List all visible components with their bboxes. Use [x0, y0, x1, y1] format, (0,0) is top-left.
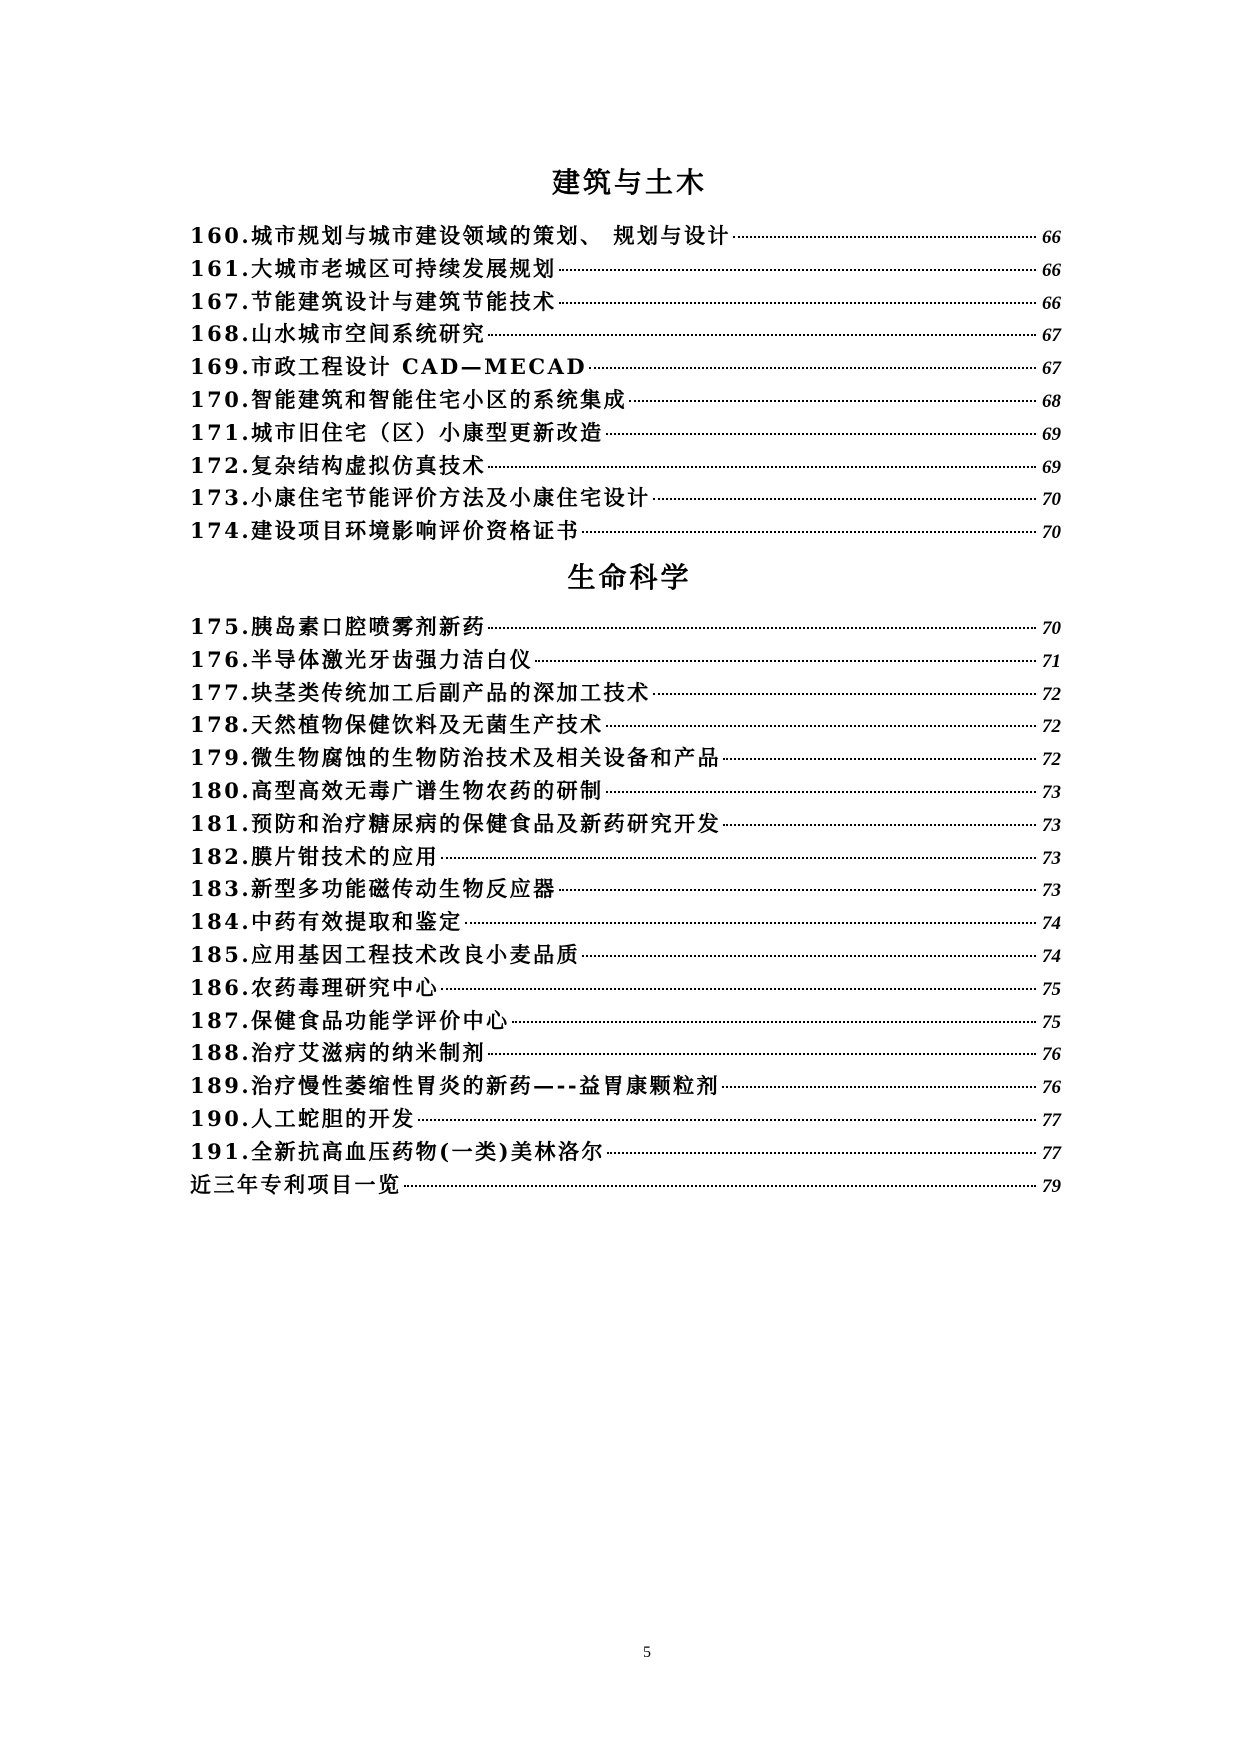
toc-entry-title: 187.保健食品功能学评价中心: [190, 1007, 510, 1033]
dot-leader: [606, 433, 1036, 435]
dot-leader: [488, 466, 1036, 468]
toc-entry-page: 70: [1042, 618, 1061, 639]
toc-entry-title: 168.山水城市空间系统研究: [190, 321, 487, 347]
toc-entry-title: 186.农药毒理研究中心: [190, 974, 440, 1000]
dot-leader: [629, 400, 1036, 402]
section-title: 建筑与土木: [551, 166, 707, 199]
toc-entries: [190, 611, 1061, 1201]
toc-entry-page: 68: [1042, 390, 1061, 412]
dot-leader: [606, 791, 1036, 793]
toc-entry-page: 72: [1042, 749, 1061, 771]
toc-entry-page: 79: [1042, 1175, 1061, 1197]
toc-entry-page: 67: [1042, 325, 1061, 347]
dot-leader: [488, 627, 1036, 629]
toc-entry-page: 75: [1042, 978, 1061, 1000]
toc-entry-page: 70: [1042, 522, 1061, 544]
toc-entry-page: 77: [1042, 1142, 1061, 1164]
toc-entry-page: 73: [1042, 781, 1061, 803]
dot-leader: [488, 334, 1036, 336]
toc-entry-title: 178.天然植物保健饮料及无菌生产技术: [190, 712, 604, 738]
dot-leader: [559, 302, 1036, 304]
toc-entry: [190, 253, 1061, 286]
toc-entry-title: 169.市政工程设计 CAD—MECAD: [190, 354, 588, 380]
dot-leader: [512, 1021, 1036, 1023]
toc-entry: [190, 1070, 1061, 1103]
toc-entry: [190, 644, 1061, 677]
toc-entry-title: 191.全新抗高血压药物(一类)美林洛尔: [190, 1138, 606, 1164]
toc-entry-title: 190.人工蛇胆的开发: [190, 1105, 416, 1131]
toc-entry-page: 71: [1042, 650, 1061, 672]
toc-entry-page: 75: [1042, 1011, 1061, 1033]
toc-section-architecture: [190, 163, 1061, 548]
toc-entry: [190, 841, 1061, 874]
toc-entry: [190, 906, 1061, 939]
toc-entry-page: 69: [1042, 423, 1061, 445]
toc-entry: [190, 808, 1061, 841]
toc-entry: [190, 1169, 1061, 1202]
toc-entry: [190, 709, 1061, 742]
toc-entry-title: 182.膜片钳技术的应用: [190, 843, 440, 869]
toc-entry-page: 73: [1042, 814, 1061, 836]
toc-entry: [190, 450, 1061, 483]
toc-entry: [190, 775, 1061, 808]
toc-entry: [190, 318, 1061, 351]
page-number: 5: [643, 1644, 651, 1661]
toc-entry-page: 74: [1042, 913, 1061, 935]
dot-leader: [404, 1185, 1037, 1187]
toc-entry-page: 67: [1042, 358, 1061, 380]
toc-entry: [190, 515, 1061, 548]
toc-entry-page: 72: [1042, 716, 1061, 738]
toc-entry: [190, 384, 1061, 417]
dot-leader: [535, 660, 1036, 662]
toc-entry-title: 167.节能建筑设计与建筑节能技术: [190, 288, 557, 314]
toc-entry: [190, 482, 1061, 515]
dot-leader: [488, 1053, 1036, 1055]
toc-entries: [190, 220, 1061, 548]
toc-entry: [190, 939, 1061, 972]
dot-leader: [733, 236, 1036, 238]
section-title: 生命科学: [567, 561, 692, 594]
toc-entry-title: 185.应用基因工程技术改良小麦品质: [190, 941, 581, 967]
toc-section-life-science: [190, 558, 1061, 1201]
dot-leader: [559, 889, 1036, 891]
toc-entry-title: 177.块茎类传统加工后副产品的深加工技术: [190, 679, 651, 705]
toc-entry: [190, 873, 1061, 906]
toc-entry-title: 188.治疗艾滋病的纳米制剂: [190, 1040, 487, 1066]
dot-leader: [418, 1119, 1036, 1121]
toc-entry-page: 66: [1042, 259, 1061, 281]
toc-entry: [190, 1136, 1061, 1169]
toc-entry-page: 66: [1042, 292, 1061, 314]
toc-entry: [190, 742, 1061, 775]
toc-entry-title: 184.中药有效提取和鉴定: [190, 909, 463, 935]
dot-leader: [722, 1086, 1036, 1088]
dot-leader: [723, 758, 1036, 760]
toc-entry-page: 66: [1042, 227, 1061, 248]
toc-entry-title: 173.小康住宅节能评价方法及小康住宅设计: [190, 485, 651, 511]
dot-leader: [606, 725, 1036, 727]
dot-leader: [441, 857, 1036, 859]
toc-entry-page: 70: [1042, 489, 1061, 511]
dot-leader: [607, 1152, 1036, 1154]
toc-entry-title: 175.胰岛素口腔喷雾剂新药: [190, 614, 487, 639]
toc-entry-page: 72: [1042, 683, 1061, 705]
dot-leader: [589, 367, 1036, 369]
toc-entry-title: 189.治疗慢性萎缩性胃炎的新药—--益胃康颗粒剂: [190, 1073, 721, 1099]
toc-entry-title: 近三年专利项目一览: [190, 1171, 402, 1197]
dot-leader: [441, 988, 1036, 990]
toc-entry: [190, 351, 1061, 384]
toc-entry-title: 171.城市旧住宅（区）小康型更新改造: [190, 419, 604, 445]
dot-leader: [559, 269, 1036, 271]
toc-entry-title: 172.复杂结构虚拟仿真技术: [190, 452, 487, 478]
toc-entry-page: 69: [1042, 456, 1061, 478]
toc-entry: [190, 220, 1061, 253]
toc-entry-title: 161.大城市老城区可持续发展规划: [190, 255, 557, 281]
dot-leader: [723, 824, 1036, 826]
toc-entry: [190, 677, 1061, 710]
toc-entry-title: 183.新型多功能磁传动生物反应器: [190, 876, 557, 902]
dot-leader: [653, 498, 1036, 500]
toc-entry: [190, 286, 1061, 319]
toc-entry-page: 74: [1042, 945, 1061, 967]
toc-entry: [190, 972, 1061, 1005]
toc-entry-title: 181.预防和治疗糖尿病的保健食品及新药研究开发: [190, 810, 722, 836]
toc-entry-page: 77: [1042, 1109, 1061, 1131]
dot-leader: [582, 955, 1036, 957]
dot-leader: [653, 693, 1036, 695]
toc-entry-page: 73: [1042, 880, 1061, 902]
toc-entry: [190, 611, 1061, 644]
toc-entry-title: 180.高型高效无毒广谱生物农药的研制: [190, 777, 604, 803]
toc-entry-title: 179.微生物腐蚀的生物防治技术及相关设备和产品: [190, 745, 722, 771]
toc-entry-page: 73: [1042, 847, 1061, 869]
toc-entry: [190, 1005, 1061, 1038]
toc-entry: [190, 1103, 1061, 1136]
toc-entry-page: 76: [1042, 1077, 1061, 1099]
toc-entry-page: 76: [1042, 1044, 1061, 1066]
toc-entry-title: 160.城市规划与城市建设领域的策划、 规划与设计: [190, 223, 731, 248]
toc-entry-title: 170.智能建筑和智能住宅小区的系统集成: [190, 386, 628, 412]
toc-entry: [190, 417, 1061, 450]
toc-entry: [190, 1037, 1061, 1070]
toc-entry-title: 174.建设项目环境影响评价资格证书: [190, 518, 581, 544]
toc-entry-title: 176.半导体激光牙齿强力洁白仪: [190, 646, 534, 672]
dot-leader: [465, 922, 1036, 924]
dot-leader: [582, 531, 1036, 533]
